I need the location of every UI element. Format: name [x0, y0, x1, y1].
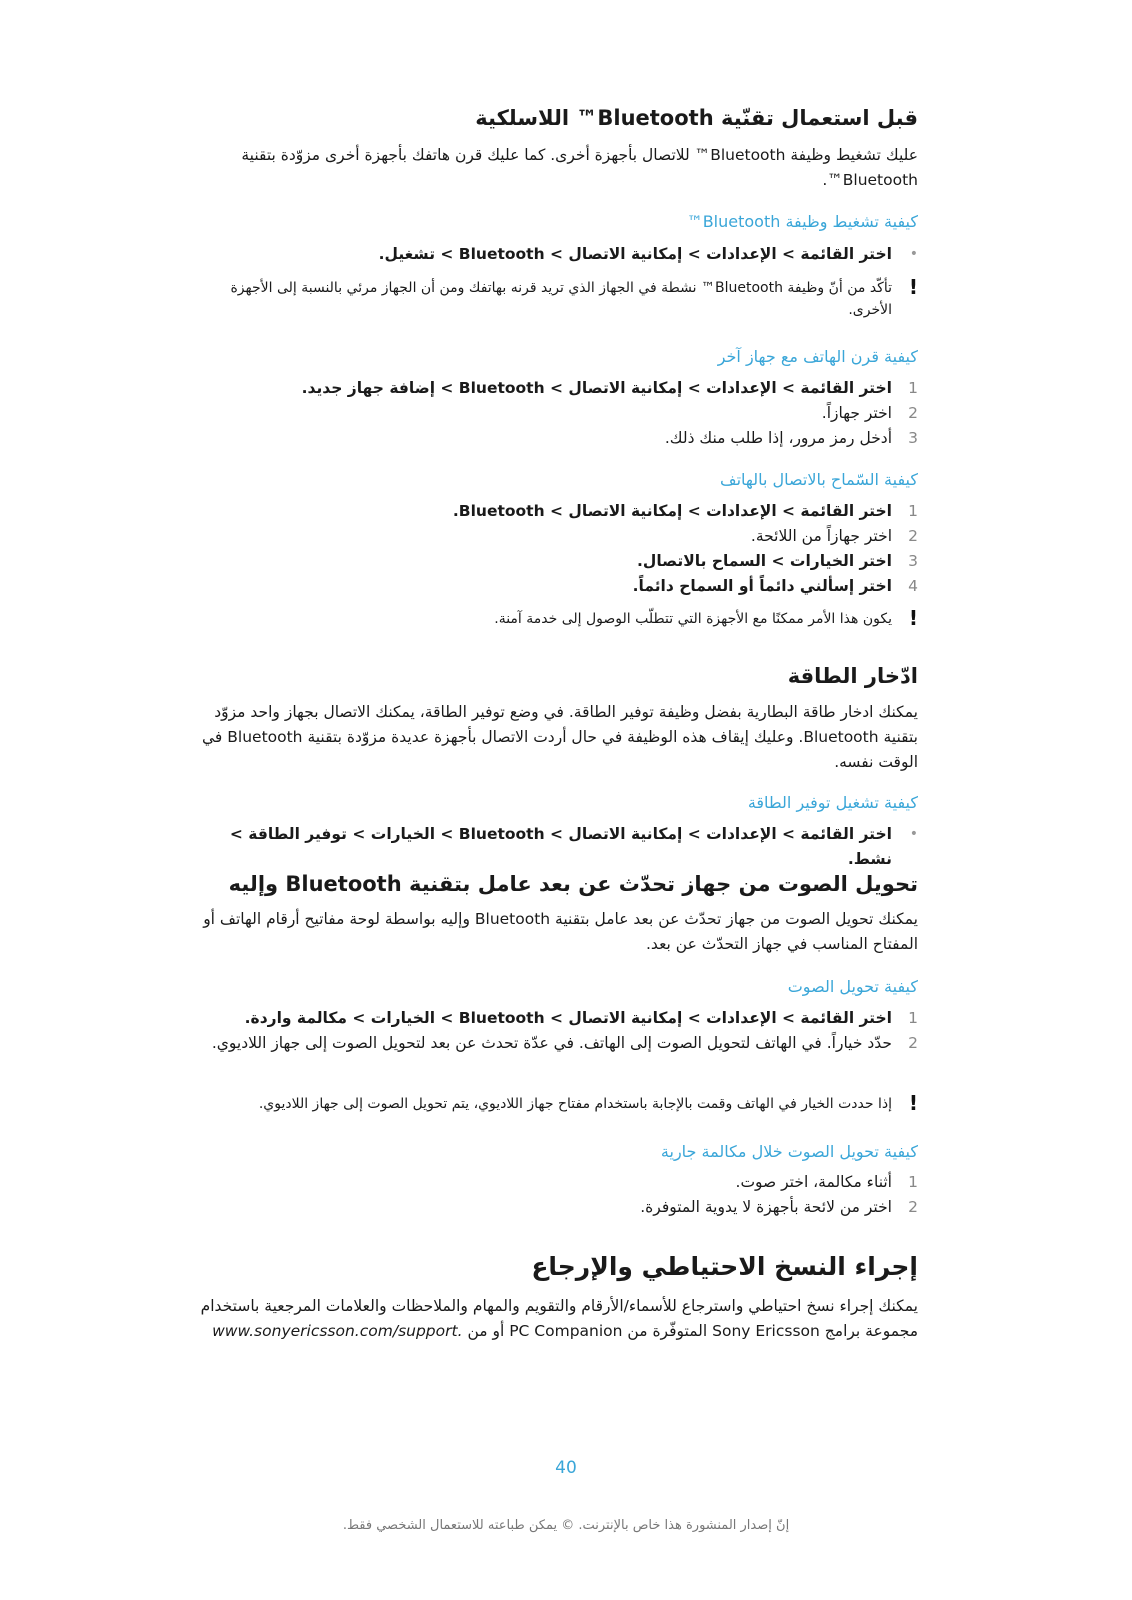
- subheading: [188, 212, 918, 231]
- exclamation-icon: !: [908, 606, 918, 630]
- step-number: 1: [908, 1009, 918, 1027]
- list-item: [188, 1170, 918, 1195]
- section-backup-restore: [188, 1252, 918, 1281]
- list-item: [188, 524, 918, 549]
- step-text: اختر القائمة > الإعدادات > إمكانية الاتصال > Bluetooth > الخيارات > توفير الطاقة > نشط.: [229, 825, 892, 868]
- page-number: 40: [555, 1458, 577, 1478]
- body-text: عليك تشغيط وظيفة Bluetooth™ للاتصال بأجهزة أخرى. كما عليك قرن هاتفك بأجهزة أخرى مزوّدة بتقنية Bluetooth™.: [241, 146, 918, 189]
- step-number: 4: [908, 577, 918, 595]
- subheading-text: كيفية قرن الهاتف مع جهاز آخر: [717, 347, 918, 366]
- step-text: اختر القائمة > الإعدادات > إمكانية الاتصال > Bluetooth > تشغيل.: [378, 245, 892, 263]
- step-number: 1: [908, 379, 918, 397]
- step-number: 2: [908, 1198, 918, 1216]
- list-item: [188, 549, 918, 574]
- subheading-text: كيفية تشغيط وظيفة Bluetooth™: [686, 212, 918, 231]
- note: [188, 277, 918, 321]
- step-text: اختر جهازاً.: [821, 404, 892, 422]
- bullet-icon: •: [909, 246, 918, 262]
- note-text: تأكّد من أنّ وظيفة Bluetooth™ نشطة في الجهاز الذي تريد قرنه بهاتفك ومن أن الجهاز مرئي بالنسبة إلى الأجهزة الأخرى.: [230, 280, 892, 318]
- step-text: اختر من لائحة بأجهزة لا يدوية المتوفرة.: [640, 1198, 892, 1216]
- list-item: [188, 376, 918, 401]
- section-bluetooth-before-use: [188, 106, 918, 130]
- step-text: اختر إسألني دائماً أو السماح دائماً.: [632, 577, 892, 595]
- step-text: اختر القائمة > الإعدادات > إمكانية الاتصال > Bluetooth > إضافة جهاز جديد.: [301, 379, 892, 397]
- step-text: حدّد خياراً. في الهاتف لتحويل الصوت إلى الهاتف. في عدّة تحدث عن بعد لتحويل الصوت إلى جهاز اللاديوي.: [211, 1034, 892, 1052]
- step-text: اختر جهازاً من اللائحة.: [750, 527, 892, 545]
- section-title: قبل استعمال تقنّية Bluetooth™ اللاسلكية: [475, 106, 918, 130]
- list-item: [188, 1195, 918, 1220]
- numbered-list: [188, 376, 918, 451]
- step-text: اختر الخيارات > السماح بالاتصال.: [636, 552, 892, 570]
- step-number: 3: [908, 429, 918, 447]
- step-number: 3: [908, 552, 918, 570]
- section-title: ادّخار الطاقة: [787, 664, 918, 688]
- list-item: [188, 242, 918, 267]
- section-title: إجراء النسخ الاحتياطي والإرجاع: [531, 1252, 918, 1281]
- instruction-list: [188, 822, 918, 872]
- exclamation-icon: !: [908, 1091, 918, 1115]
- section-body: [188, 1294, 918, 1344]
- step-number: 1: [908, 1173, 918, 1191]
- step-number: 2: [908, 527, 918, 545]
- subheading: [188, 347, 918, 366]
- subheading-text: كيفية تحويل الصوت خلال مكالمة جارية: [660, 1142, 918, 1161]
- support-link[interactable]: www.sonyericsson.com/support.: [212, 1322, 463, 1340]
- step-number: 2: [908, 1034, 918, 1052]
- exclamation-icon: !: [908, 275, 918, 299]
- section-body: [188, 700, 918, 775]
- list-item: [188, 1031, 918, 1056]
- step-number: 1: [908, 502, 918, 520]
- numbered-list: [188, 1006, 918, 1056]
- note-text: يكون هذا الأمر ممكنًا مع الأجهزة التي تتطلّب الوصول إلى خدمة آمنة.: [494, 611, 892, 627]
- list-item: [188, 1006, 918, 1031]
- subheading: [188, 470, 918, 489]
- section-body: [188, 143, 918, 193]
- body-text: يمكنك ادخار طاقة البطارية بفضل وظيفة توفير الطاقة. في وضع توفير الطاقة، يمكنك الاتصال بجهاز واحد مزوّد بتقنية Bluetooth. وعليك إيقاف هذه الوظيفة في حال أردت الاتصال بأجهزة عديدة مزوّدة بتقنية Bluetooth في الوقت نفسه.: [202, 703, 918, 771]
- subheading-text: كيفية تشغيل توفير الطاقة: [747, 793, 918, 812]
- subheading: [188, 977, 918, 996]
- subheading: [188, 1142, 918, 1161]
- note: [188, 608, 918, 630]
- bullet-icon: •: [909, 826, 918, 842]
- list-item: [188, 822, 918, 872]
- section-power-saving: [188, 664, 918, 688]
- numbered-list: [188, 1170, 918, 1220]
- step-number: 2: [908, 404, 918, 422]
- list-item: [188, 401, 918, 426]
- numbered-list: [188, 499, 918, 599]
- step-text: اختر القائمة > الإعدادات > إمكانية الاتصال > Bluetooth > الخيارات > مكالمة واردة.: [244, 1009, 892, 1027]
- note: [188, 1093, 918, 1115]
- body-text: [188, 1294, 918, 1344]
- section-body: [188, 907, 918, 957]
- body-text-main: يمكنك إجراء نسخ احتياطي واسترجاع للأسماء/الأرقام والتقويم والمهام والملاحظات والعلامات المرجعية باستخدام مجموعة برامج Sony Ericsson المتوفّرة من PC Companion أو من: [200, 1297, 918, 1340]
- subheading-text: كيفية تحويل الصوت: [787, 977, 918, 996]
- list-item: [188, 426, 918, 451]
- body-text: يمكنك تحويل الصوت من جهاز تحدّث عن بعد عامل بتقنية Bluetooth وإليه بواسطة لوحة مفاتيح أرقام الهاتف أو المفتاح المناسب في جهاز التحدّث عن بعد.: [203, 910, 918, 953]
- step-text: أدخل رمز مرور، إذا طلب منك ذلك.: [664, 429, 892, 447]
- instruction-list: [188, 242, 918, 267]
- step-text: اختر القائمة > الإعدادات > إمكانية الاتصال > Bluetooth.: [452, 502, 892, 520]
- section-title: تحويل الصوت من جهاز تحدّث عن بعد عامل بتقنية Bluetooth وإليه: [228, 872, 918, 896]
- legal-notice: إنّ إصدار المنشورة هذا خاص بالإنترنت. © يمكن طباعته للاستعمال الشخصي فقط.: [342, 1518, 790, 1533]
- step-text: أثناء مكالمة، اختر صوت.: [735, 1173, 892, 1191]
- list-item: [188, 499, 918, 524]
- note-text: إذا حددت الخيار في الهاتف وقمت بالإجابة باستخدام مفتاح جهاز اللاديوي، يتم تحويل الصوت إلى جهاز اللاديوي.: [258, 1096, 892, 1112]
- subheading-text: كيفية السّماح بالاتصال بالهاتف: [720, 470, 918, 489]
- list-item: [188, 574, 918, 599]
- subheading: [188, 793, 918, 812]
- section-audio-transfer: [188, 872, 918, 896]
